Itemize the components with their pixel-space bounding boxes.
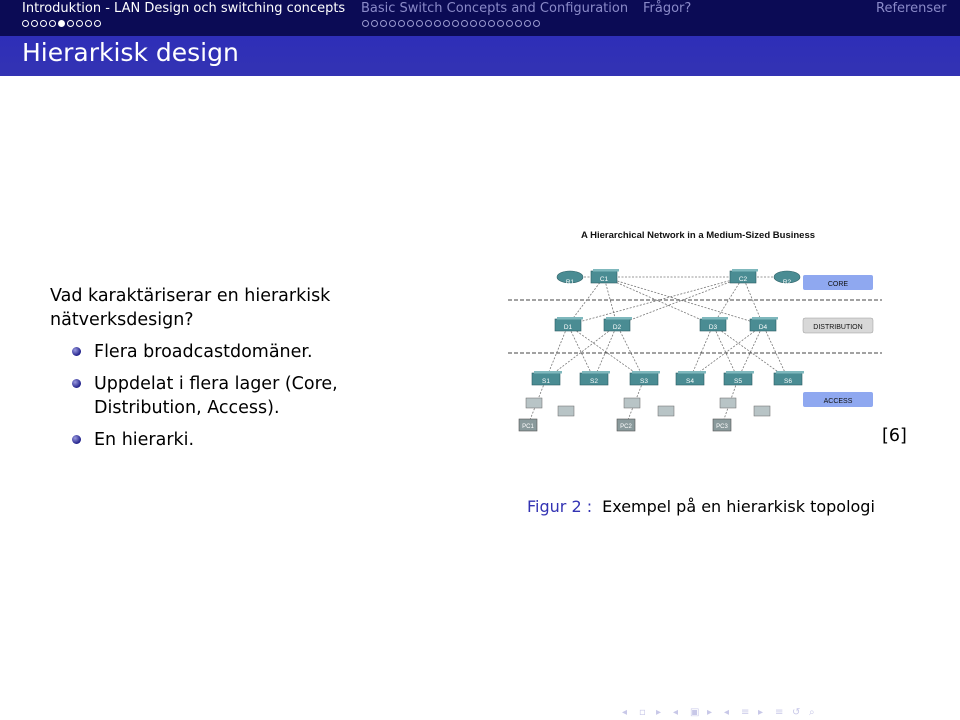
access-switch-icon: [630, 371, 660, 385]
server-icon: [558, 406, 574, 416]
network-links: [528, 277, 788, 425]
phone-icon: [526, 398, 542, 408]
access-switch-icon: [774, 371, 804, 385]
question-text: [50, 284, 330, 332]
frame-dot[interactable]: [470, 20, 477, 27]
core-switch-icon: [591, 269, 619, 283]
bullet-list: [72, 340, 338, 460]
nav-prev-section-icon[interactable]: ◂: [724, 707, 730, 718]
distribution-switch-icon: [555, 317, 583, 331]
question-line-2: nätverksdesign?: [50, 310, 194, 330]
server-icon: [658, 406, 674, 416]
frame-dot[interactable]: [67, 20, 74, 27]
frame-dot[interactable]: [49, 20, 56, 27]
access-switch-icon: [580, 371, 610, 385]
distribution-switch-icon: [700, 317, 728, 331]
frame-dot[interactable]: [380, 20, 387, 27]
frame-dot[interactable]: [76, 20, 83, 27]
nav-section-icon[interactable]: ≡: [741, 707, 750, 718]
access-switch-icon: [676, 371, 706, 385]
core-switch-icon: [730, 269, 758, 283]
svg-text:C2: C2: [738, 276, 748, 283]
pc-icon: [519, 419, 537, 431]
nav-prev-subsection-icon[interactable]: ◂: [673, 707, 679, 718]
nav-frame-icon[interactable]: ▫: [639, 707, 646, 718]
frame-dot[interactable]: [488, 20, 495, 27]
nav-next-section-icon[interactable]: ▸: [758, 707, 764, 718]
frame-title-bar: [0, 36, 960, 76]
page-title: Hierarkisk design: [22, 38, 239, 67]
bullet-icon: [72, 347, 81, 356]
question-line-1: Vad karaktäriserar en hierarkisk: [50, 286, 331, 306]
svg-text:ACCESS: ACCESS: [823, 398, 853, 405]
frame-dot[interactable]: [40, 20, 47, 27]
svg-text:DISTRIBUTION: DISTRIBUTION: [813, 324, 863, 331]
nav-search-icon[interactable]: ↺: [792, 707, 801, 718]
network-devices: [519, 269, 804, 431]
svg-text:CORE: CORE: [827, 281, 849, 288]
frame-dot[interactable]: [416, 20, 423, 27]
bullet-icon: [72, 379, 81, 388]
frame-dot[interactable]: [452, 20, 459, 27]
svg-text:S4: S4: [686, 378, 694, 385]
distribution-switch-icon: [604, 317, 632, 331]
svg-text:S5: S5: [734, 378, 742, 385]
list-item: Uppdelat i flera lager (Core, Distribution, Access).: [72, 372, 338, 420]
frame-dot[interactable]: [389, 20, 396, 27]
figure-reference: [6]: [882, 426, 907, 446]
pc-icon: [713, 419, 731, 431]
frame-dot[interactable]: [58, 20, 65, 27]
phone-icon: [624, 398, 640, 408]
distribution-switch-icon: [750, 317, 778, 331]
frame-dot[interactable]: [407, 20, 414, 27]
svg-text:PC1: PC1: [522, 424, 534, 430]
svg-text:R1: R1: [565, 279, 575, 286]
svg-text:R2: R2: [782, 279, 792, 286]
svg-text:S3: S3: [640, 378, 648, 385]
frame-dot[interactable]: [398, 20, 405, 27]
frame-dot[interactable]: [506, 20, 513, 27]
svg-text:C1: C1: [599, 276, 609, 283]
frame-dot[interactable]: [497, 20, 504, 27]
caption-label: Figur 2 :: [527, 497, 593, 516]
svg-text:D2: D2: [612, 324, 622, 331]
access-switch-icon: [532, 371, 562, 385]
router-icon: [557, 271, 583, 286]
nav-section-basic-switch[interactable]: Basic Switch Concepts and Configuration: [361, 1, 629, 16]
figure-caption: [527, 497, 875, 516]
frame-dot[interactable]: [362, 20, 369, 27]
phone-icon: [720, 398, 736, 408]
frame-dot[interactable]: [85, 20, 92, 27]
frame-dot[interactable]: [479, 20, 486, 27]
navigation-bar: [0, 0, 960, 36]
nav-subsection-icon[interactable]: ▣: [690, 707, 700, 718]
svg-text:S6: S6: [784, 378, 792, 385]
bullet-icon: [72, 435, 81, 444]
layer-label-core: [803, 275, 873, 290]
nav-section-fragor[interactable]: Frågor?: [643, 1, 692, 16]
frame-dot[interactable]: [22, 20, 29, 27]
server-icon: [754, 406, 770, 416]
layer-label-distribution: [803, 318, 873, 333]
list-item: Flera broadcastdomäner.: [72, 340, 338, 364]
frame-dot[interactable]: [533, 20, 540, 27]
svg-text:PC3: PC3: [716, 424, 728, 430]
frame-dot[interactable]: [515, 20, 522, 27]
layer-label-access: [803, 392, 873, 407]
frame-dot[interactable]: [434, 20, 441, 27]
nav-section-introduktion[interactable]: Introduktion - LAN Design och switching concepts: [22, 1, 346, 16]
nav-prev-frame-icon[interactable]: ◂: [622, 707, 628, 718]
frame-dot[interactable]: [31, 20, 38, 27]
router-icon: [774, 271, 800, 286]
hierarchical-network-diagram: [500, 225, 890, 445]
pc-icon: [617, 419, 635, 431]
caption-text: Exempel på en hierarkisk topologi: [602, 497, 875, 516]
nav-next-frame-icon[interactable]: ▸: [656, 707, 662, 718]
nav-zoom-icon[interactable]: ⌕: [809, 707, 815, 718]
svg-text:D3: D3: [708, 324, 718, 331]
svg-text:S1: S1: [542, 378, 550, 385]
nav-section-referenser[interactable]: Referenser: [876, 1, 947, 16]
svg-text:D1: D1: [563, 324, 573, 331]
nav-align-icon[interactable]: ≡: [775, 707, 784, 718]
svg-text:D4: D4: [758, 324, 768, 331]
frame-dot[interactable]: [425, 20, 432, 27]
access-switch-icon: [724, 371, 754, 385]
frame-dot[interactable]: [371, 20, 378, 27]
svg-text:PC2: PC2: [620, 424, 632, 430]
svg-text:S2: S2: [590, 378, 598, 385]
nav-next-subsection-icon[interactable]: ▸: [707, 707, 713, 718]
list-item: En hierarki.: [72, 428, 338, 452]
diagram-title: A Hierarchical Network in a Medium-Sized Business: [580, 230, 816, 241]
frame-dot[interactable]: [94, 20, 101, 27]
frame-dot[interactable]: [461, 20, 468, 27]
frame-dot[interactable]: [443, 20, 450, 27]
frame-dot[interactable]: [524, 20, 531, 27]
beamer-navigation-symbols: [622, 700, 952, 718]
